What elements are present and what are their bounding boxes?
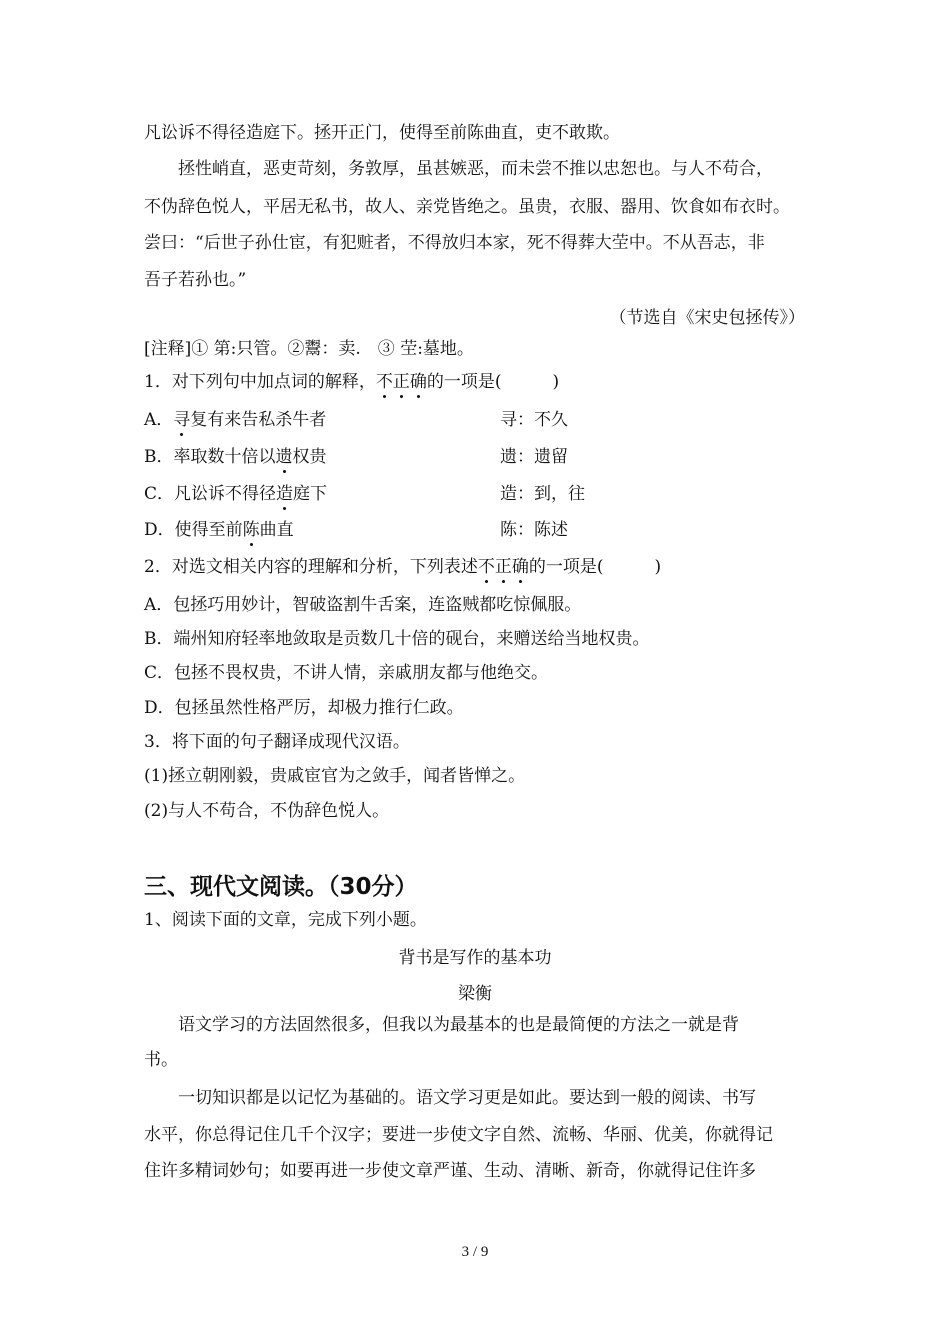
- emphasis-char: 造: [276, 484, 294, 504]
- option-text: A．: [144, 410, 174, 430]
- passage-line-3: 不伪辞色悦人，平居无私书，故人、亲党皆绝之。虽贵，衣服、器用、饮食如布衣时。: [144, 197, 790, 217]
- article-paragraph-2-line-3: 住许多精词妙句；如要再进一步使文章严谨、生动、清晰、新奇，你就得记住许多: [144, 1161, 756, 1181]
- emphasis-char: 陈: [242, 520, 260, 540]
- question-1-option-c: [144, 483, 327, 505]
- question-3-stem: 3．将下面的句子翻译成现代汉语。: [144, 732, 410, 752]
- article-title: 背书是写作的基本功: [398, 948, 552, 968]
- annotation-notes: [注释]① 第:只管。②鬻：卖. ③ 茔:墓地。: [144, 339, 474, 359]
- question-2-text-post: 的一项是( ): [528, 557, 662, 577]
- passage-source: （节选自《宋史包拯传》）: [609, 308, 805, 328]
- question-1-option-a: [144, 409, 326, 431]
- question-1-text-post: 的一项是( ): [426, 372, 560, 392]
- question-1-option-b: [144, 446, 327, 468]
- article-paragraph-2-line-1: 一切知识都是以记忆为基础的。语文学习更是如此。要达到一般的阅读、书写: [178, 1088, 756, 1108]
- article-paragraph-1-line-1: 语文学习的方法固然很多，但我以为最基本的也是最简便的方法之一就是背: [178, 1015, 739, 1035]
- option-text: 庭下: [293, 484, 328, 504]
- question-1-option-d: [144, 519, 294, 541]
- article-paragraph-2-line-2: 水平，你总得记住几千个汉字；要进一步使文字自然、流畅、华丽、优美，你就得记: [144, 1125, 773, 1145]
- question-2-option-d: D．包拯虽然性格严厉，却极力推行仁政。: [144, 698, 464, 718]
- emphasis-char: 确: [409, 372, 427, 392]
- emphasis-char: 寻: [173, 410, 191, 430]
- question-2-stem: [144, 556, 661, 578]
- question-2-option-a: A．包拯巧用妙计，智破盗割牛舌案，连盗贼都吃惊佩服。: [144, 595, 582, 615]
- option-text: D．使得至前: [144, 520, 243, 540]
- option-text: 权贵: [292, 447, 327, 467]
- question-1-text-pre: 1．对下列句中加点词的解释，: [144, 372, 376, 392]
- passage-line-2: 拯性峭直，恶吏苛刻，务敦厚，虽甚嫉恶，而未尝不推以忠恕也。与人不苟合，: [178, 159, 773, 179]
- emphasis-char: 正: [494, 557, 512, 577]
- question-1-option-c-gloss: 造：到，往: [500, 484, 585, 504]
- passage-line-4: 尝曰：“后世子孙仕宦，有犯赃者，不得放归本家，死不得葬大茔中。不从吾志，非: [144, 233, 765, 253]
- question-1-option-d-gloss: 陈：陈述: [500, 520, 568, 540]
- question-1-option-a-gloss: 寻：不久: [500, 410, 568, 430]
- question-1-stem: [144, 371, 559, 393]
- emphasis-char: 不: [477, 557, 495, 577]
- question-2-option-c: C．包拯不畏权贵，不讲人情，亲戚朋友都与他绝交。: [144, 663, 549, 683]
- emphasis-char: 确: [511, 557, 529, 577]
- article-paragraph-1-line-2: 书。: [144, 1050, 178, 1070]
- question-3-item-1: (1)拯立朝刚毅，贵戚宦官为之敛手，闻者皆惮之。: [144, 766, 526, 786]
- option-text: 曲直: [259, 520, 294, 540]
- section-heading: 三、现代文阅读。（30分）: [144, 874, 418, 900]
- article-author: 梁衡: [458, 984, 492, 1004]
- passage-line-1: 凡讼诉不得径造庭下。拯开正门，使得至前陈曲直，吏不敢欺。: [144, 123, 620, 143]
- option-text: C．凡讼诉不得径: [144, 484, 277, 504]
- question-2-option-b: B．端州知府轻率地敛取是贡数几十倍的砚台，来赠送给当地权贵。: [144, 629, 650, 649]
- option-text: 复有来告私杀牛者: [190, 410, 327, 430]
- question-3-item-2: (2)与人不苟合，不伪辞色悦人。: [144, 801, 390, 821]
- question-2-text-pre: 2．对选文相关内容的理解和分析，下列表述: [144, 557, 478, 577]
- question-1-option-b-gloss: 遗：遗留: [500, 447, 568, 467]
- emphasis-char: 遗: [275, 447, 293, 467]
- page-number: 3 / 9: [461, 1244, 489, 1260]
- emphasis-char: 不: [375, 372, 393, 392]
- option-text: B．率取数十倍以: [144, 447, 276, 467]
- passage-line-5: 吾子若孙也。”: [144, 270, 247, 290]
- emphasis-char: 正: [392, 372, 410, 392]
- section-instruction: 1、阅读下面的文章，完成下列小题。: [144, 910, 427, 930]
